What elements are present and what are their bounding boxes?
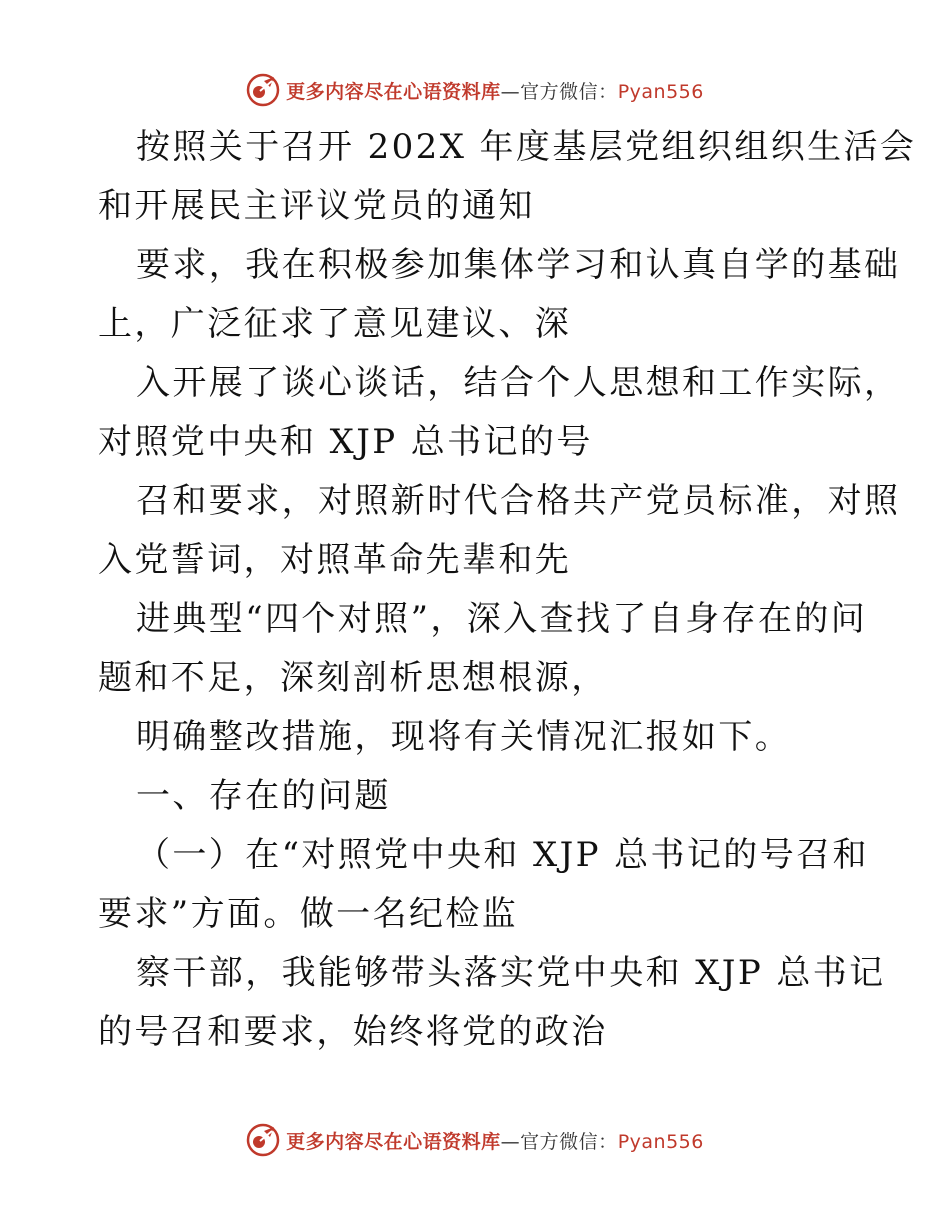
body-line: 召和要求，对照新时代合格共产党员标准，对照 xyxy=(136,481,901,521)
body-line: 入党誓词，对照革命先辈和先 xyxy=(98,540,572,580)
header-banner-wechat-label: 官方微信： xyxy=(520,80,618,103)
body-line: 要求，我在积极参加集体学习和认真自学的基础 xyxy=(136,245,901,285)
footer-banner-main: 更多内容尽在心语资料库 xyxy=(286,1130,501,1153)
body-line: 入开展了谈心谈话，结合个人思想和工作实际， xyxy=(136,363,901,403)
header-banner-text xyxy=(286,77,704,104)
footer-banner-wechat-id: Pyan556 xyxy=(617,1130,704,1153)
footer-banner-text xyxy=(286,1127,704,1154)
body-line: 要求”方面。做一名纪检监 xyxy=(98,894,519,934)
body-line: （一）在“对照党中央和 XJP 总书记的号召和 xyxy=(136,835,869,875)
body-line: 进典型“四个对照”，深入查找了自身存在的问 xyxy=(136,599,868,639)
body-line: 上，广泛征求了意见建议、深 xyxy=(98,304,572,344)
header-banner-wechat-id: Pyan556 xyxy=(617,80,704,103)
brand-logo-icon xyxy=(246,73,280,107)
document-body xyxy=(98,118,917,1062)
body-line: 题和不足，深刻剖析思想根源， xyxy=(98,658,608,698)
body-line: 明确整改措施，现将有关情况汇报如下。 xyxy=(136,717,792,757)
footer-banner xyxy=(0,1120,950,1160)
body-line: 的号召和要求，始终将党的政治 xyxy=(98,1012,608,1052)
brand-logo-icon xyxy=(246,1123,280,1157)
body-line: 对照党中央和 XJP 总书记的号 xyxy=(98,422,593,462)
body-line: 和开展民主评议党员的通知 xyxy=(98,186,535,226)
header-banner xyxy=(0,70,950,110)
body-line: 察干部，我能够带头落实党中央和 XJP 总书记 xyxy=(136,953,886,993)
body-line: 一、存在的问题 xyxy=(136,776,391,816)
header-banner-main: 更多内容尽在心语资料库 xyxy=(286,80,501,103)
footer-banner-wechat-label: 官方微信： xyxy=(520,1130,618,1153)
body-line: 按照关于召开 202X 年度基层党组织组织生活会 xyxy=(136,127,917,167)
header-banner-dash: — xyxy=(500,80,521,103)
footer-banner-dash: — xyxy=(500,1130,521,1153)
